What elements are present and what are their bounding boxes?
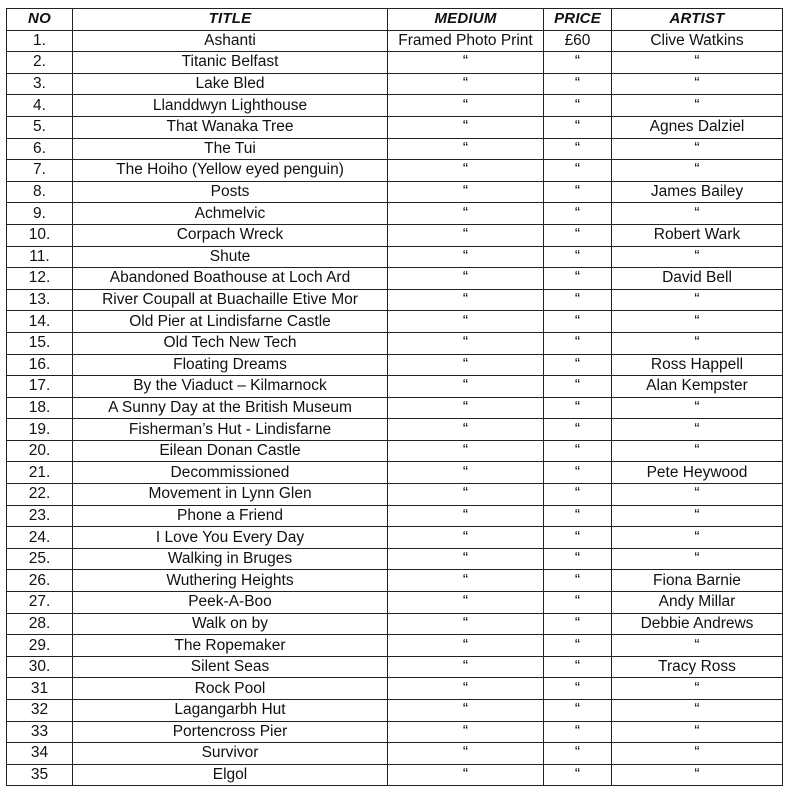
cell-no: 32 (7, 700, 73, 722)
cell-medium: “ (388, 678, 544, 700)
header-no: NO (7, 9, 73, 31)
table-row (7, 484, 783, 506)
cell-medium: “ (388, 656, 544, 678)
table-row (7, 505, 783, 527)
cell-medium: “ (388, 419, 544, 441)
cell-title: Achmelvic (73, 203, 388, 225)
catalogue-table (6, 8, 783, 786)
cell-title: Titanic Belfast (73, 52, 388, 74)
cell-medium: “ (388, 376, 544, 398)
cell-price: “ (544, 354, 612, 376)
cell-price: “ (544, 224, 612, 246)
table-row (7, 721, 783, 743)
cell-no: 35 (7, 764, 73, 786)
cell-artist: “ (612, 505, 783, 527)
cell-medium: “ (388, 246, 544, 268)
header-price: PRICE (544, 9, 612, 31)
cell-artist: “ (612, 527, 783, 549)
cell-price: “ (544, 116, 612, 138)
table-row (7, 419, 783, 441)
table-row (7, 570, 783, 592)
table-row (7, 354, 783, 376)
cell-price: “ (544, 678, 612, 700)
cell-title: Survivor (73, 743, 388, 765)
cell-price: £60 (544, 30, 612, 52)
cell-price: “ (544, 721, 612, 743)
cell-title: Wuthering Heights (73, 570, 388, 592)
table-row (7, 224, 783, 246)
cell-medium: “ (388, 462, 544, 484)
cell-no: 19. (7, 419, 73, 441)
cell-price: “ (544, 548, 612, 570)
cell-title: Peek-A-Boo (73, 592, 388, 614)
cell-no: 24. (7, 527, 73, 549)
cell-artist: “ (612, 743, 783, 765)
table-row (7, 246, 783, 268)
cell-title: Eilean Donan Castle (73, 440, 388, 462)
header-title: TITLE (73, 9, 388, 31)
cell-price: “ (544, 311, 612, 333)
cell-artist: “ (612, 332, 783, 354)
cell-artist: “ (612, 311, 783, 333)
cell-price: “ (544, 484, 612, 506)
cell-artist: Robert Wark (612, 224, 783, 246)
cell-title: The Ropemaker (73, 635, 388, 657)
table-row (7, 527, 783, 549)
cell-medium: “ (388, 224, 544, 246)
cell-price: “ (544, 376, 612, 398)
cell-artist: Ross Happell (612, 354, 783, 376)
cell-medium: “ (388, 484, 544, 506)
cell-medium: “ (388, 635, 544, 657)
cell-title: Ashanti (73, 30, 388, 52)
cell-price: “ (544, 95, 612, 117)
table-row (7, 311, 783, 333)
cell-no: 23. (7, 505, 73, 527)
cell-artist: “ (612, 52, 783, 74)
cell-artist: “ (612, 397, 783, 419)
cell-medium: “ (388, 570, 544, 592)
cell-artist: Andy Millar (612, 592, 783, 614)
cell-medium: “ (388, 721, 544, 743)
cell-artist: Pete Heywood (612, 462, 783, 484)
cell-title: Portencross Pier (73, 721, 388, 743)
cell-artist: Alan Kempster (612, 376, 783, 398)
cell-medium: “ (388, 505, 544, 527)
table-row (7, 462, 783, 484)
cell-medium: “ (388, 548, 544, 570)
table-row (7, 332, 783, 354)
table-row (7, 73, 783, 95)
cell-price: “ (544, 635, 612, 657)
cell-no: 17. (7, 376, 73, 398)
cell-price: “ (544, 592, 612, 614)
cell-medium: “ (388, 160, 544, 182)
cell-title: A Sunny Day at the British Museum (73, 397, 388, 419)
cell-medium: “ (388, 73, 544, 95)
cell-title: Walking in Bruges (73, 548, 388, 570)
cell-artist: Agnes Dalziel (612, 116, 783, 138)
cell-no: 30. (7, 656, 73, 678)
cell-artist: Clive Watkins (612, 30, 783, 52)
cell-title: Abandoned Boathouse at Loch Ard (73, 268, 388, 290)
cell-no: 20. (7, 440, 73, 462)
cell-no: 28. (7, 613, 73, 635)
cell-artist: Debbie Andrews (612, 613, 783, 635)
cell-no: 33 (7, 721, 73, 743)
cell-no: 7. (7, 160, 73, 182)
cell-price: “ (544, 462, 612, 484)
cell-price: “ (544, 73, 612, 95)
table-row (7, 743, 783, 765)
cell-artist: “ (612, 678, 783, 700)
cell-price: “ (544, 419, 612, 441)
cell-medium: “ (388, 138, 544, 160)
cell-artist: “ (612, 203, 783, 225)
cell-medium: “ (388, 181, 544, 203)
table-row (7, 440, 783, 462)
cell-price: “ (544, 505, 612, 527)
cell-no: 1. (7, 30, 73, 52)
cell-no: 3. (7, 73, 73, 95)
table-row (7, 181, 783, 203)
cell-medium: Framed Photo Print (388, 30, 544, 52)
cell-title: I Love You Every Day (73, 527, 388, 549)
cell-medium: “ (388, 268, 544, 290)
table-body (7, 30, 783, 786)
cell-title: Old Pier at Lindisfarne Castle (73, 311, 388, 333)
table-row (7, 678, 783, 700)
cell-artist: “ (612, 721, 783, 743)
cell-no: 18. (7, 397, 73, 419)
cell-artist: “ (612, 700, 783, 722)
cell-medium: “ (388, 764, 544, 786)
cell-title: Rock Pool (73, 678, 388, 700)
cell-title: Shute (73, 246, 388, 268)
cell-title: The Hoiho (Yellow eyed penguin) (73, 160, 388, 182)
cell-artist: “ (612, 246, 783, 268)
cell-artist: “ (612, 138, 783, 160)
cell-price: “ (544, 764, 612, 786)
cell-no: 11. (7, 246, 73, 268)
table-row (7, 289, 783, 311)
cell-title: Lagangarbh Hut (73, 700, 388, 722)
cell-medium: “ (388, 440, 544, 462)
cell-medium: “ (388, 613, 544, 635)
cell-title: Movement in Lynn Glen (73, 484, 388, 506)
cell-price: “ (544, 570, 612, 592)
cell-artist: “ (612, 484, 783, 506)
cell-no: 21. (7, 462, 73, 484)
cell-price: “ (544, 181, 612, 203)
cell-no: 26. (7, 570, 73, 592)
cell-no: 29. (7, 635, 73, 657)
cell-price: “ (544, 289, 612, 311)
cell-no: 27. (7, 592, 73, 614)
cell-price: “ (544, 613, 612, 635)
cell-title: Old Tech New Tech (73, 332, 388, 354)
table-row (7, 52, 783, 74)
cell-title: Floating Dreams (73, 354, 388, 376)
cell-medium: “ (388, 700, 544, 722)
header-medium: MEDIUM (388, 9, 544, 31)
cell-title: Lake Bled (73, 73, 388, 95)
table-row (7, 397, 783, 419)
cell-artist: “ (612, 289, 783, 311)
cell-title: Walk on by (73, 613, 388, 635)
cell-no: 2. (7, 52, 73, 74)
cell-artist: James Bailey (612, 181, 783, 203)
cell-no: 16. (7, 354, 73, 376)
table-row (7, 138, 783, 160)
cell-medium: “ (388, 95, 544, 117)
table-row (7, 700, 783, 722)
cell-medium: “ (388, 743, 544, 765)
cell-artist: David Bell (612, 268, 783, 290)
cell-artist: “ (612, 548, 783, 570)
cell-no: 12. (7, 268, 73, 290)
cell-no: 10. (7, 224, 73, 246)
cell-artist: Fiona Barnie (612, 570, 783, 592)
cell-medium: “ (388, 289, 544, 311)
cell-no: 25. (7, 548, 73, 570)
cell-no: 9. (7, 203, 73, 225)
cell-medium: “ (388, 527, 544, 549)
cell-artist: “ (612, 73, 783, 95)
table-row (7, 268, 783, 290)
cell-artist: “ (612, 160, 783, 182)
cell-no: 34 (7, 743, 73, 765)
cell-price: “ (544, 527, 612, 549)
cell-title: Posts (73, 181, 388, 203)
table-row (7, 95, 783, 117)
cell-price: “ (544, 397, 612, 419)
cell-price: “ (544, 743, 612, 765)
cell-title: Decommissioned (73, 462, 388, 484)
table-row (7, 548, 783, 570)
cell-title: River Coupall at Buachaille Etive Mor (73, 289, 388, 311)
table-row (7, 30, 783, 52)
table-row (7, 592, 783, 614)
cell-title: Llanddwyn Lighthouse (73, 95, 388, 117)
cell-no: 8. (7, 181, 73, 203)
cell-price: “ (544, 700, 612, 722)
table-row (7, 613, 783, 635)
cell-title: Phone a Friend (73, 505, 388, 527)
table-row (7, 160, 783, 182)
table-row (7, 656, 783, 678)
cell-no: 13. (7, 289, 73, 311)
table-row (7, 376, 783, 398)
cell-artist: “ (612, 440, 783, 462)
cell-price: “ (544, 246, 612, 268)
cell-price: “ (544, 138, 612, 160)
cell-price: “ (544, 52, 612, 74)
cell-no: 6. (7, 138, 73, 160)
cell-title: Elgol (73, 764, 388, 786)
cell-title: Fisherman’s Hut - Lindisfarne (73, 419, 388, 441)
table-row (7, 203, 783, 225)
cell-artist: “ (612, 419, 783, 441)
cell-title: The Tui (73, 138, 388, 160)
cell-medium: “ (388, 354, 544, 376)
cell-no: 14. (7, 311, 73, 333)
cell-artist: “ (612, 635, 783, 657)
cell-title: Corpach Wreck (73, 224, 388, 246)
table-row (7, 635, 783, 657)
cell-medium: “ (388, 311, 544, 333)
cell-artist: “ (612, 95, 783, 117)
cell-medium: “ (388, 592, 544, 614)
cell-price: “ (544, 203, 612, 225)
cell-no: 22. (7, 484, 73, 506)
cell-no: 15. (7, 332, 73, 354)
cell-title: That Wanaka Tree (73, 116, 388, 138)
cell-medium: “ (388, 52, 544, 74)
cell-price: “ (544, 268, 612, 290)
cell-medium: “ (388, 397, 544, 419)
cell-medium: “ (388, 116, 544, 138)
cell-title: By the Viaduct – Kilmarnock (73, 376, 388, 398)
cell-artist: “ (612, 764, 783, 786)
cell-medium: “ (388, 332, 544, 354)
cell-price: “ (544, 440, 612, 462)
cell-artist: Tracy Ross (612, 656, 783, 678)
cell-price: “ (544, 160, 612, 182)
cell-no: 5. (7, 116, 73, 138)
cell-title: Silent Seas (73, 656, 388, 678)
cell-price: “ (544, 656, 612, 678)
header-artist: ARTIST (612, 9, 783, 31)
table-row (7, 116, 783, 138)
cell-no: 31 (7, 678, 73, 700)
table-row (7, 764, 783, 786)
cell-price: “ (544, 332, 612, 354)
header-row (7, 9, 783, 31)
cell-medium: “ (388, 203, 544, 225)
cell-no: 4. (7, 95, 73, 117)
